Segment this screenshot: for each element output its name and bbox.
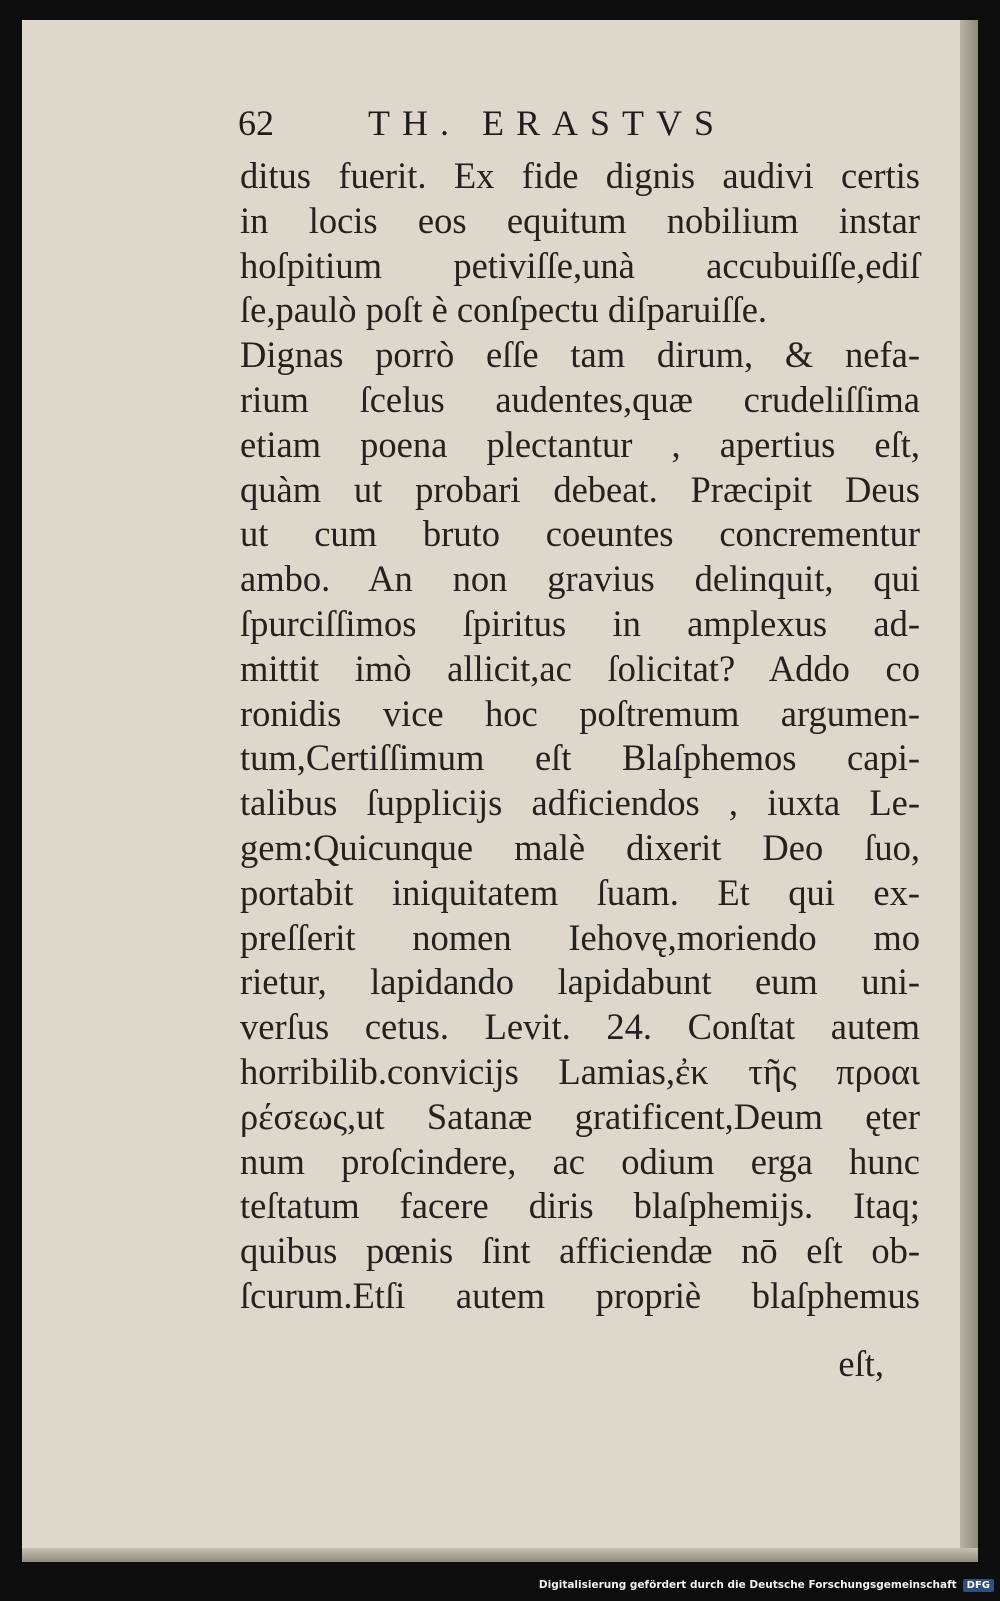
text-line: teſtatum facere diris blaſphemijs. Itaq;	[240, 1185, 920, 1227]
running-head	[238, 98, 838, 148]
text-line: talibus ſupplicijs adficiendos , iuxta Le-	[240, 782, 920, 824]
text-line: ρέσεως,ut Satanæ gratificent,Deum ęter	[240, 1095, 920, 1137]
text-line: ronidis vice hoc poſtremum argumen-	[240, 692, 920, 734]
text-line: ſcurum.Etſi autem propriè blaſphemus	[240, 1274, 920, 1316]
text-line: in locis eos equitum nobilium instar	[240, 199, 920, 241]
text-line: rium ſcelus audentes,quæ crudeliſſima	[240, 378, 920, 420]
text-line: ambo. An non gravius delinquit, qui	[240, 558, 920, 600]
page-number: 62	[238, 103, 274, 143]
text-line: etiam poena plectantur , apertius eſt,	[240, 423, 920, 465]
page-edge-bottom	[22, 1548, 978, 1562]
text-line: mittit imò allicit,ac ſolicitat? Addo co	[240, 647, 920, 689]
text-line: ſpurciſſimos ſpiritus in amplexus ad-	[240, 602, 920, 644]
credit-text: Digitalisierung gefördert durch die Deutsche Forschungsgemeinschaft	[538, 1579, 957, 1591]
text-line: preſſerit nomen Iehovę,moriendo mo	[240, 916, 920, 958]
book-page	[22, 20, 978, 1562]
text-line: ditus fuerit. Ex fide dignis audivi certis	[240, 155, 920, 196]
body-text	[240, 154, 920, 1319]
text-line: quàm ut probari debeat. Præcipit Deus	[240, 468, 920, 510]
text-line: portabit iniquitatem ſuam. Et qui ex-	[240, 871, 920, 913]
text-line: horribilib.convicijs Lamias,ἐκ τῆς προαι	[240, 1050, 920, 1092]
text-line: ſe,paulò poſt è conſpectu diſparuiſſe.	[240, 289, 768, 331]
catchword: eſt,	[838, 1343, 884, 1384]
text-line: hoſpitium petiviſſe,unà accubuiſſe,ediſ	[240, 244, 920, 286]
text-line: num proſcindere, ac odium erga hunc	[240, 1140, 920, 1182]
digitization-credit	[539, 1573, 994, 1597]
text-line: Dignas porrò eſſe tam dirum, & nefa-	[240, 334, 920, 376]
text-line: rietur, lapidando lapidabunt eum uni-	[240, 961, 920, 1003]
text-line: tum,Certiſſimum eſt Blaſphemos capi-	[240, 737, 920, 779]
dfg-logo: DFG	[963, 1579, 994, 1592]
text-line: quibus pœnis ſint afficiendæ nō eſt ob-	[240, 1230, 920, 1272]
text-line: gem:Quicunque malè dixerit Deo ſuo,	[240, 826, 920, 868]
page-edge-right	[960, 20, 978, 1562]
text-line: verſus cetus. Levit. 24. Conſtat autem	[240, 1006, 920, 1048]
running-title: TH. ERASTVS	[368, 103, 727, 143]
text-line: ut cum bruto coeuntes concrementur	[240, 513, 920, 555]
